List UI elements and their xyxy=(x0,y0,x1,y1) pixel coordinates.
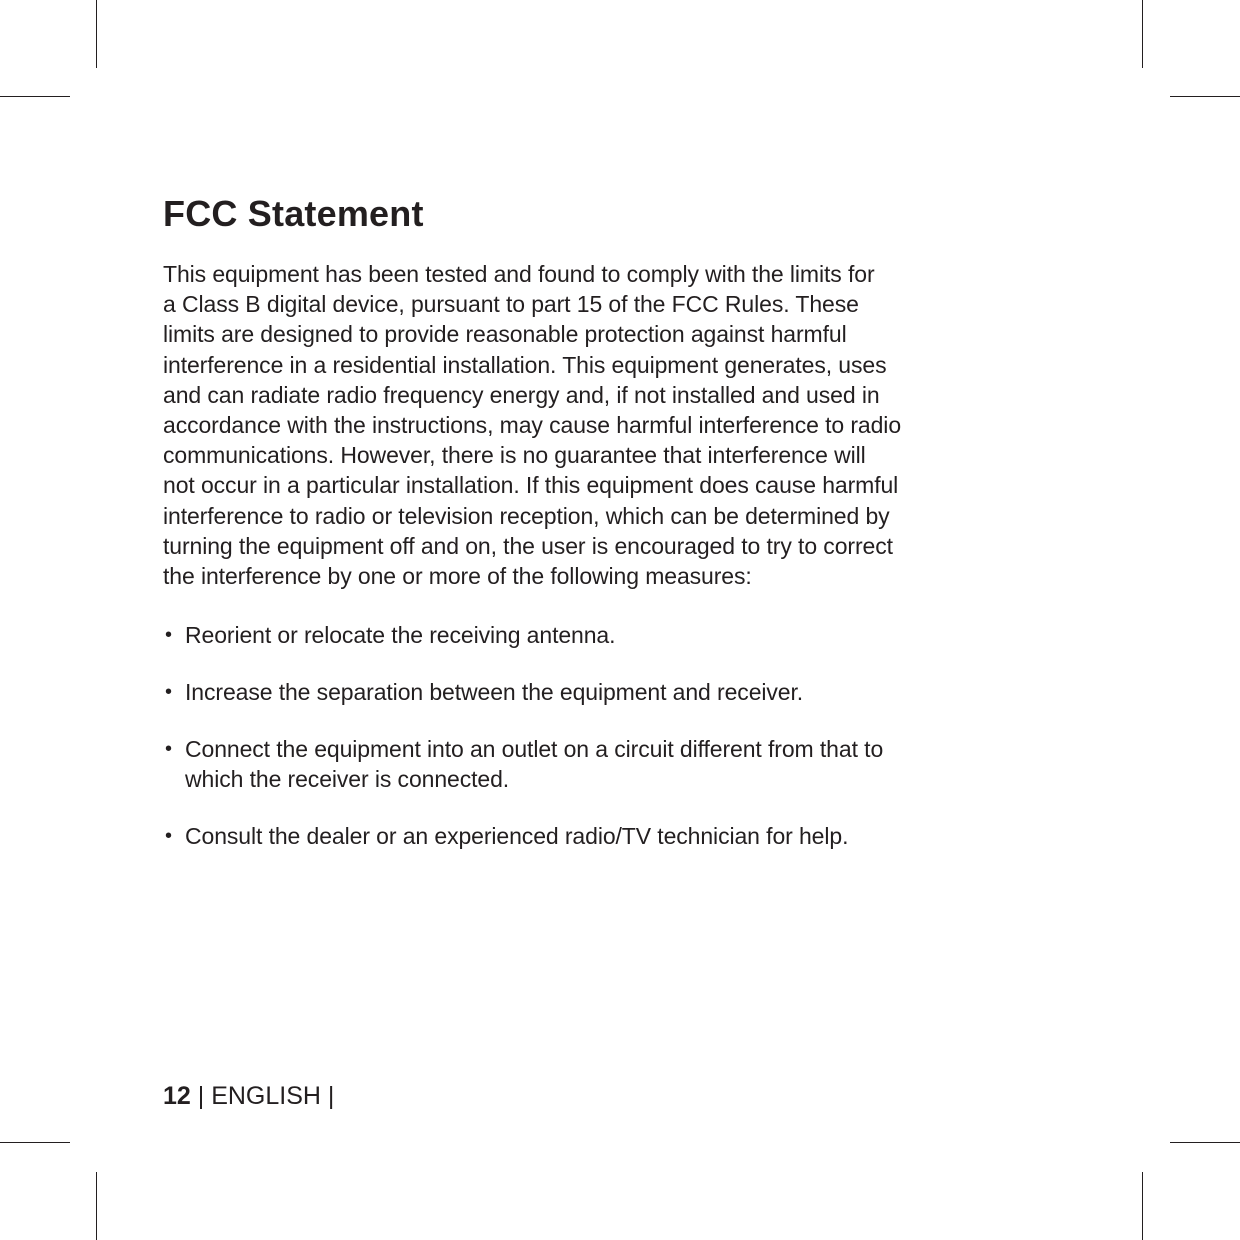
paragraph-line: and can radiate radio frequency energy and, if not installed and used in xyxy=(163,381,880,408)
measures-list xyxy=(163,620,883,878)
list-item-text: Increase the separation between the equipment and receiver. xyxy=(185,679,804,705)
crop-mark-top-left-horizontal xyxy=(0,96,70,97)
list-item-text: which the receiver is connected. xyxy=(185,766,510,792)
paragraph-line: limits are designed to provide reasonable protection against harmful xyxy=(163,321,847,348)
list-item-text: Consult the dealer or an experienced radio/TV technician for help. xyxy=(185,823,849,849)
paragraph-line: communications. However, there is no guarantee that interference will xyxy=(163,442,866,469)
bullet-dot-icon: • xyxy=(165,738,173,760)
crop-mark-top-right-horizontal xyxy=(1170,96,1240,97)
bullet-dot-icon: • xyxy=(165,825,173,847)
page-number: 12 xyxy=(163,1082,191,1110)
paragraph-line: This equipment has been tested and found to comply with the limits for xyxy=(163,261,875,287)
footer-separator: | xyxy=(190,1082,212,1110)
list-item xyxy=(163,620,883,650)
crop-mark-top-right-vertical xyxy=(1142,0,1143,68)
paragraph-line: interference in a residential installation. This equipment generates, uses xyxy=(163,351,887,378)
crop-mark-bottom-left-vertical xyxy=(96,1172,97,1240)
paragraph-line: turning the equipment off and on, the user is encouraged to try to correct xyxy=(163,532,893,559)
paragraph-line: a Class B digital device, pursuant to part 15 of the FCC Rules. These xyxy=(163,291,859,318)
crop-mark-bottom-right-horizontal xyxy=(1170,1142,1240,1143)
crop-mark-bottom-right-vertical xyxy=(1142,1172,1143,1240)
paragraph-line: interference to radio or television reception, which can be determined by xyxy=(163,502,890,529)
list-item-text: Reorient or relocate the receiving antenna. xyxy=(185,622,616,648)
bullet-dot-icon: • xyxy=(165,624,173,646)
paragraph-line: accordance with the instructions, may cause harmful interference to radio xyxy=(163,412,902,439)
fcc-paragraph xyxy=(163,259,901,591)
footer-language: ENGLISH xyxy=(211,1082,321,1110)
paragraph-line: not occur in a particular installation. If this equipment does cause harmful xyxy=(163,472,899,499)
page-title: FCC Statement xyxy=(163,193,424,234)
list-item xyxy=(163,677,883,707)
paragraph-line: the interference by one or more of the following measures: xyxy=(163,563,752,590)
list-item-text: Connect the equipment into an outlet on a circuit different from that to xyxy=(185,736,884,762)
list-item xyxy=(163,734,883,794)
list-item xyxy=(163,821,883,851)
crop-mark-top-left-vertical xyxy=(96,0,97,68)
crop-mark-bottom-left-horizontal xyxy=(0,1142,70,1143)
bullet-dot-icon: • xyxy=(165,681,173,703)
footer-trailing-separator: | xyxy=(320,1082,335,1110)
page-footer xyxy=(163,1080,334,1112)
